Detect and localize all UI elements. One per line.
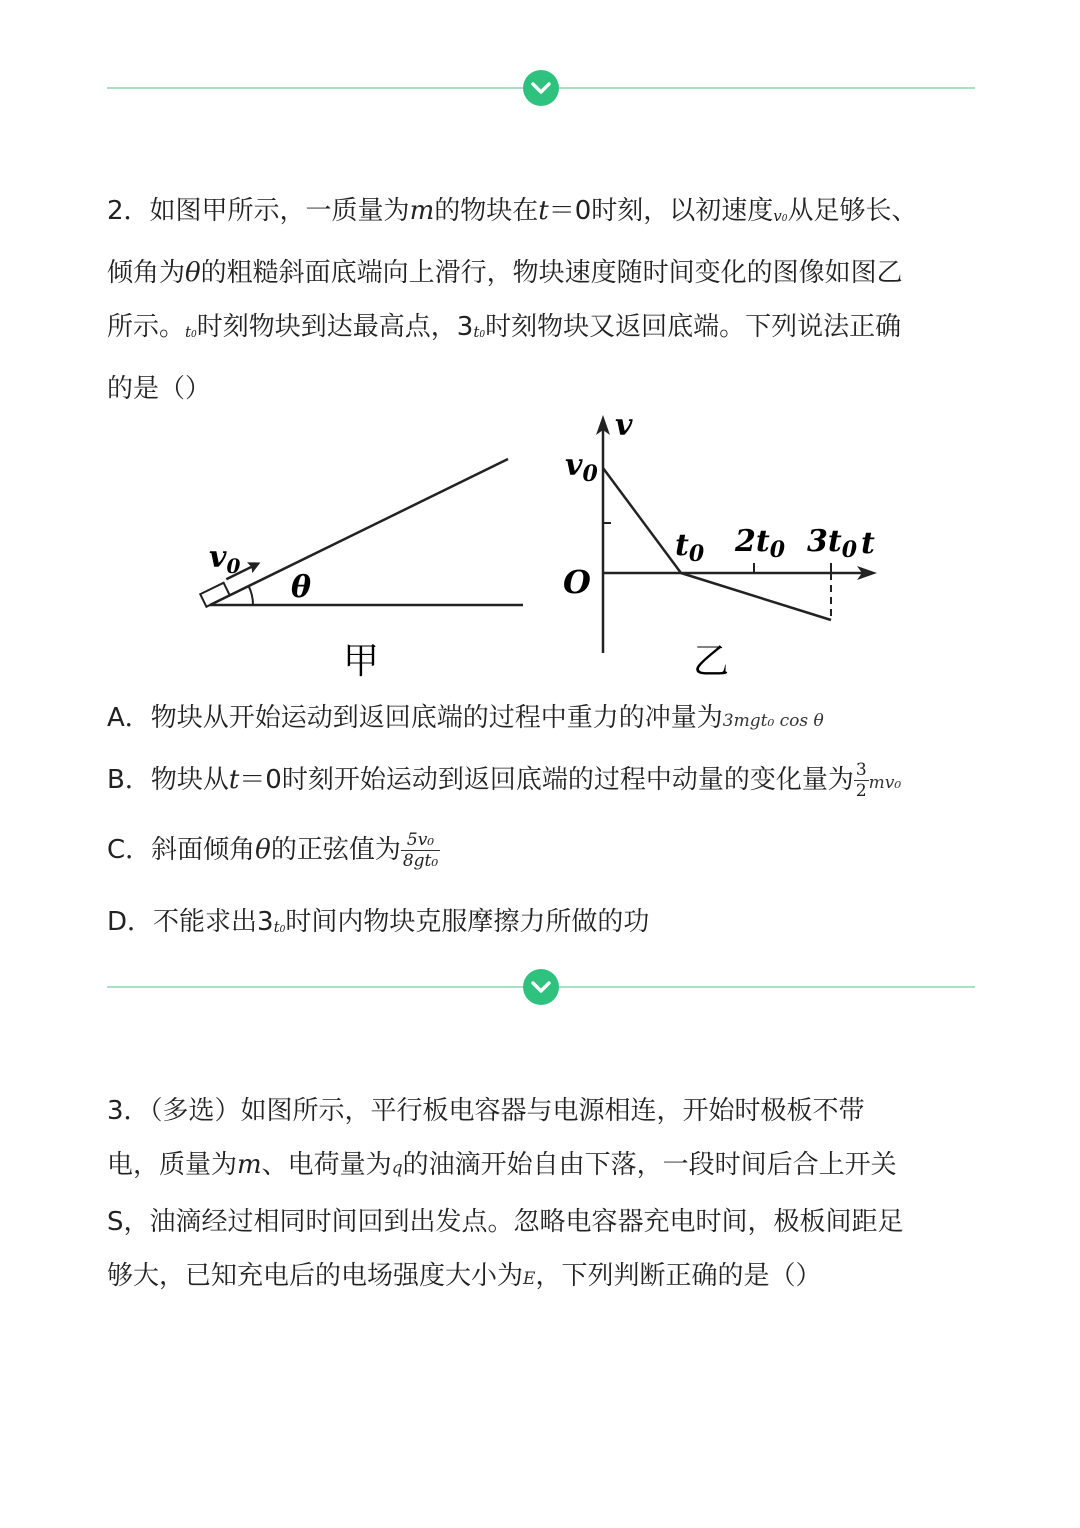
option-d[interactable]: D．不能求出3t0时间内物块克服摩擦力所做的功 <box>107 907 650 937</box>
q3-line-4: 够大，已知充电后的电场强度大小为E，下列判断正确的是（） <box>107 1261 822 1291</box>
segment-up <box>603 468 681 573</box>
block <box>200 583 230 607</box>
fraction-3-2: $\frac{3}{2}$ <box>855 760 867 801</box>
incline-diagram <box>200 459 523 682</box>
question-2-stem <box>107 184 977 416</box>
option-c[interactable]: C．斜面倾角θ的正弦值为 $\frac{\text{5v₀}}{\text{8gt₀}}$ <box>107 830 439 871</box>
divider-badge <box>523 70 559 106</box>
caption-yi: 乙 <box>693 641 730 682</box>
left-v0-label: $v_0$ <box>209 540 241 578</box>
2t0-label: $2t_0$ <box>735 524 786 563</box>
theta-label: θ <box>291 570 312 605</box>
chevron-down-icon <box>523 70 559 106</box>
incline-line <box>210 459 508 605</box>
q3-line-3: S，油滴经过相同时间回到出发点。忽略电容器充电时间，极板间距足 <box>107 1207 904 1237</box>
segment-down <box>681 573 831 620</box>
physics-diagram <box>195 405 895 690</box>
angle-arc <box>249 586 253 605</box>
3t0-label: $3t_0$ <box>807 524 858 563</box>
divider-badge <box>523 969 559 1005</box>
fraction-sin: $\frac{\text{5v₀}}{\text{8gt₀}}$ <box>402 830 439 871</box>
chevron-down-icon <box>523 969 559 1005</box>
vt-graph <box>563 408 877 682</box>
v-axis-label: v <box>615 408 633 443</box>
v0-label: $v_0$ <box>565 448 598 487</box>
section-divider <box>107 68 975 108</box>
t-axis-label: t <box>861 526 875 561</box>
q2-line-4: 的是（） <box>107 374 212 404</box>
q2-line-2: 倾角为θ的粗糙斜面底端向上滑行，物块速度随时间变化的图像如图乙 <box>107 258 903 288</box>
section-divider <box>107 967 975 1007</box>
q3-line-1: 3．（多选）如图所示，平行板电容器与电源相连，开始时极板不带 <box>107 1096 865 1126</box>
q2-line-3: 所示。t0时刻物块到达最高点，3t0时刻物块又返回底端。下列说法正确 <box>107 312 902 342</box>
q3-line-2: 电，质量为m、电荷量为q的油滴开始自由下落，一段时间后合上开关 <box>107 1150 897 1180</box>
option-b[interactable]: B．物块从t＝0时刻开始运动到返回底端的过程中动量的变化量为 $\frac{3}{2}$ mv₀ <box>107 760 902 801</box>
origin-label: O <box>563 563 591 601</box>
t0-label: $t_0$ <box>675 528 705 567</box>
option-a[interactable]: A．物块从开始运动到返回底端的过程中重力的冲量为3mgt₀ cos θ <box>107 703 824 733</box>
question-3-stem <box>107 1084 977 1306</box>
caption-jia: 甲 <box>343 641 380 682</box>
question-2-figure <box>195 405 895 690</box>
q2-line-1: 2．如图甲所示，一质量为m的物块在t＝0时刻，以初速度v0从足够长、 <box>107 196 918 226</box>
